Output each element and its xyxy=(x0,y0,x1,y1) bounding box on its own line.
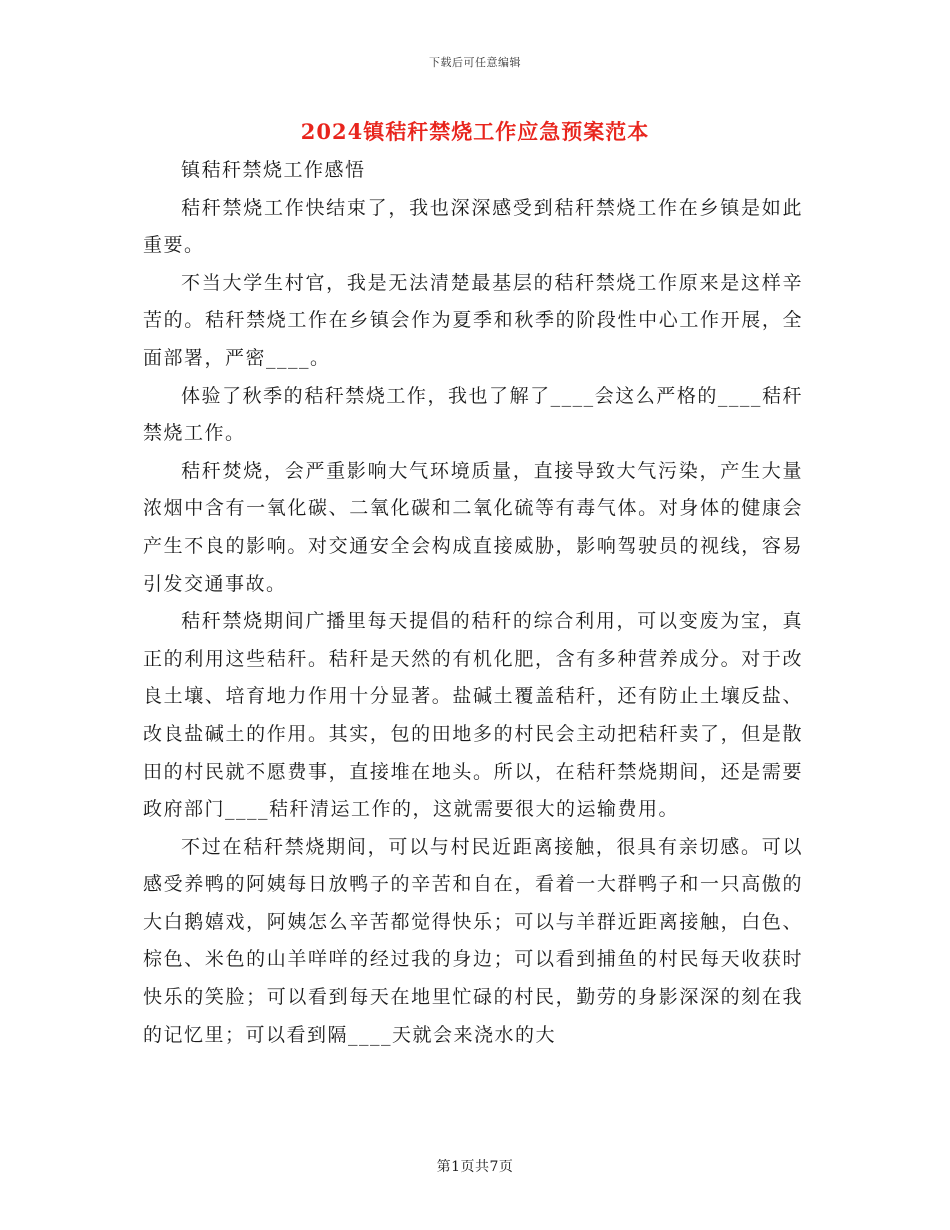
paragraph-subtitle: 镇秸秆禁烧工作感悟 xyxy=(181,159,366,181)
paragraph: 秸秆焚烧，会严重影响大气环境质量，直接导致大气污染，产生大量浓烟中含有一氧化碳、二氧化碳和二氧化硫等有毒气体。对身体的健康会产生不良的影响。对交通安全会构成直接威胁，影响驾驶员的视线，容易引发交通事故。 xyxy=(143,459,803,595)
paragraph: 不过在秸秆禁烧期间，可以与村民近距离接触，很具有亲切感。可以感受养鸭的阿姨每日放鸭子的辛苦和自在，看着一大群鸭子和一只高傲的大白鹅嬉戏，阿姨怎么辛苦都觉得快乐；可以与羊群近距离接触，白色、棕色、米色的山羊咩咩的经过我的身边；可以看到捕鱼的村民每天收获时快乐的笑脸；可以看到每天在地里忙碌的村民，勤劳的身影深深的刻在我的记忆里；可以看到隔____天就会来浇水的大 xyxy=(143,835,803,1046)
page-header-note: 下载后可任意编辑 xyxy=(429,56,521,69)
paragraph: 秸秆禁烧工作快结束了，我也深深感受到秸秆禁烧工作在乡镇是如此重要。 xyxy=(143,196,803,257)
document-body xyxy=(143,152,803,1054)
page-footer-number: 第1页共7页 xyxy=(436,1159,514,1175)
paragraph: 秸秆禁烧期间广播里每天提倡的秸秆的综合利用，可以变废为宝，真正的利用这些秸秆。秸秆是天然的有机化肥，含有多种营养成分。对于改良土壤、培育地力作用十分显著。盐碱土覆盖秸秆，还有防止土壤反盐、改良盐碱土的作用。其实，包的田地多的村民会主动把秸秆卖了，但是散田的村民就不愿费事，直接堆在地头。所以，在秸秆禁烧期间，还是需要政府部门____秸秆清运工作的，这就需要很大的运输费用。 xyxy=(143,610,803,821)
document-title: 2024镇秸秆禁烧工作应急预案范本 xyxy=(300,119,650,144)
paragraph: 不当大学生村官，我是无法清楚最基层的秸秆禁烧工作原来是这样辛苦的。秸秆禁烧工作在乡镇会作为夏季和秋季的阶段性中心工作开展，全面部署，严密____。 xyxy=(143,271,803,369)
paragraph: 体验了秋季的秸秆禁烧工作，我也了解了____会这么严格的____秸秆禁烧工作。 xyxy=(143,384,803,445)
